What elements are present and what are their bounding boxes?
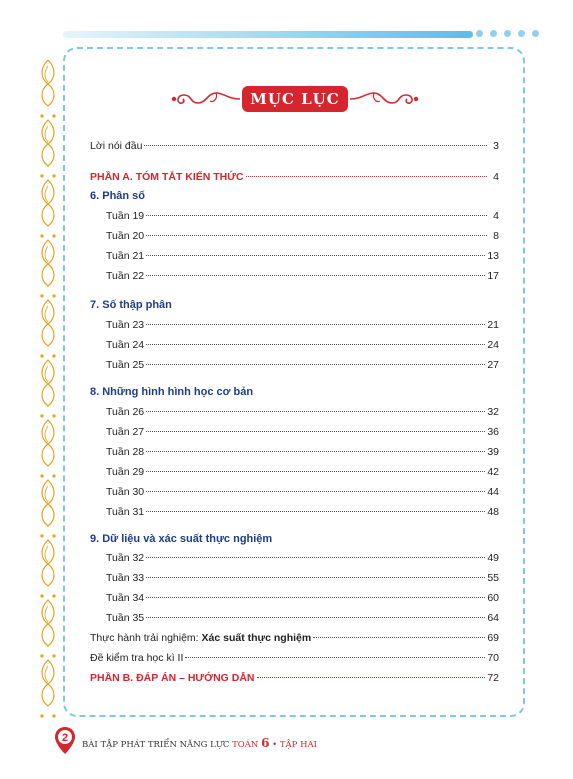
toc-page-number: 39 — [487, 446, 499, 458]
toc-entry-label: Tuần 21 — [106, 250, 145, 262]
toc-entry[interactable] — [106, 250, 499, 270]
toc-entry[interactable] — [106, 506, 499, 526]
toc-entry-label: Lời nói đầu — [90, 140, 143, 152]
toc-entry[interactable] — [106, 339, 499, 359]
toc-page-number: 72 — [487, 672, 499, 684]
section-heading: 6. Phân số — [90, 190, 146, 202]
toc-page-number: 42 — [487, 466, 499, 478]
toc-entry[interactable] — [90, 652, 499, 672]
toc-page-number: 32 — [487, 406, 499, 418]
dot-leader — [146, 557, 485, 558]
toc-entry-label: Đề kiểm tra học kì II — [90, 652, 184, 664]
toc-entry[interactable] — [106, 612, 499, 632]
dot-leader — [146, 255, 485, 256]
page-title: MỤC LỤC — [242, 86, 348, 112]
dot-leader — [146, 431, 485, 432]
toc-page-number: 49 — [487, 552, 499, 564]
toc-page-number: 21 — [487, 319, 499, 331]
toc-entry-label: Tuần 22 — [106, 270, 145, 282]
toc-page-number: 17 — [487, 270, 499, 282]
toc-entry[interactable] — [106, 466, 499, 486]
toc-page-number: 13 — [487, 250, 499, 262]
side-ornament — [33, 60, 63, 720]
dot-leader — [146, 275, 485, 276]
toc-page-number: 8 — [493, 230, 499, 242]
toc-entry[interactable] — [90, 140, 499, 160]
toc-entry-label: Tuần 33 — [106, 572, 145, 584]
toc-entry[interactable] — [90, 171, 499, 191]
dot-leader — [146, 617, 485, 618]
toc-entry-label: Tuần 20 — [106, 230, 145, 242]
toc-entry[interactable] — [106, 270, 499, 290]
toc-entry[interactable] — [106, 406, 499, 426]
toc-entry-label: Tuần 31 — [106, 506, 145, 518]
toc-page-number: 3 — [493, 140, 499, 152]
dot-leader — [146, 344, 485, 345]
toc-page-number: 48 — [487, 506, 499, 518]
section-heading: 9. Dữ liệu và xác suất thực nghiệm — [90, 533, 273, 545]
toc-entry[interactable] — [106, 426, 499, 446]
toc-entry-label: Tuần 26 — [106, 406, 145, 418]
toc-entry[interactable] — [106, 319, 499, 339]
dot-leader — [146, 491, 485, 492]
dot-leader — [146, 324, 485, 325]
section-heading: 8. Những hình hình học cơ bản — [90, 386, 254, 398]
toc-entry-label: PHẦN A. TÓM TẮT KIẾN THỨC — [90, 171, 244, 183]
toc-entry[interactable] — [106, 592, 499, 612]
toc-entry[interactable] — [90, 672, 499, 692]
dot-leader — [146, 364, 485, 365]
toc-page-number: 36 — [487, 426, 499, 438]
toc-page-number: 69 — [487, 632, 499, 644]
section-heading: 7. Số thập phân — [90, 299, 172, 311]
dot-leader — [246, 176, 487, 177]
dot-leader — [146, 471, 485, 472]
toc-entry-label: Thực hành trải nghiệm: Xác suất thực nghiệm — [90, 632, 312, 644]
dot-leader — [144, 145, 487, 146]
toc-entry-label: Tuần 24 — [106, 339, 145, 351]
page-number: 2 — [61, 732, 69, 744]
dot-leader — [146, 235, 487, 236]
toc-entry[interactable] — [106, 572, 499, 592]
toc-entry-label: Tuần 27 — [106, 426, 145, 438]
toc-page-number: 24 — [487, 339, 499, 351]
toc-page-number: 27 — [487, 359, 499, 371]
toc-entry[interactable] — [106, 230, 499, 250]
page-number-badge — [54, 726, 76, 756]
toc-entry-label: Tuần 32 — [106, 552, 145, 564]
dot-leader — [146, 451, 485, 452]
header-dots — [476, 30, 539, 37]
toc-entry-label: Tuần 29 — [106, 466, 145, 478]
toc-entry[interactable] — [106, 210, 499, 230]
toc-entry[interactable] — [90, 632, 499, 652]
toc-entry-label: Tuần 35 — [106, 612, 145, 624]
toc-entry[interactable] — [106, 446, 499, 466]
toc-page-number: 64 — [487, 612, 499, 624]
toc-entry-label: Tuần 25 — [106, 359, 145, 371]
toc-entry[interactable] — [106, 359, 499, 379]
toc-page-number: 55 — [487, 572, 499, 584]
toc-page-number: 4 — [493, 210, 499, 222]
right-flourish — [348, 89, 420, 109]
dot-leader — [185, 657, 485, 658]
book-title: BÀI TẬP PHÁT TRIỂN NĂNG LỰC TOÁN 6 • TẬP HAI — [82, 736, 317, 750]
toc-entry-label: Tuần 28 — [106, 446, 145, 458]
toc-entry-label: PHẦN B. ĐÁP ÁN – HƯỚNG DẪN — [90, 672, 255, 684]
dot-leader — [257, 677, 486, 678]
toc-page-number: 60 — [487, 592, 499, 604]
toc-entry-label: Tuần 23 — [106, 319, 145, 331]
dot-leader — [146, 597, 485, 598]
header-bar — [63, 31, 473, 38]
toc-entry[interactable] — [106, 486, 499, 506]
toc-entry-label: Tuần 34 — [106, 592, 145, 604]
toc-page-number: 70 — [487, 652, 499, 664]
title-banner — [170, 86, 420, 114]
dot-leader — [146, 577, 485, 578]
left-flourish — [170, 89, 242, 109]
toc-entry-label: Tuần 30 — [106, 486, 145, 498]
dot-leader — [313, 637, 485, 638]
toc-page-number: 4 — [493, 171, 499, 183]
page-footer — [46, 726, 526, 756]
dot-leader — [146, 215, 487, 216]
dot-leader — [146, 411, 485, 412]
toc-entry-label: Tuần 19 — [106, 210, 145, 222]
toc-entry[interactable] — [106, 552, 499, 572]
dot-leader — [146, 511, 485, 512]
toc-page-number: 44 — [487, 486, 499, 498]
